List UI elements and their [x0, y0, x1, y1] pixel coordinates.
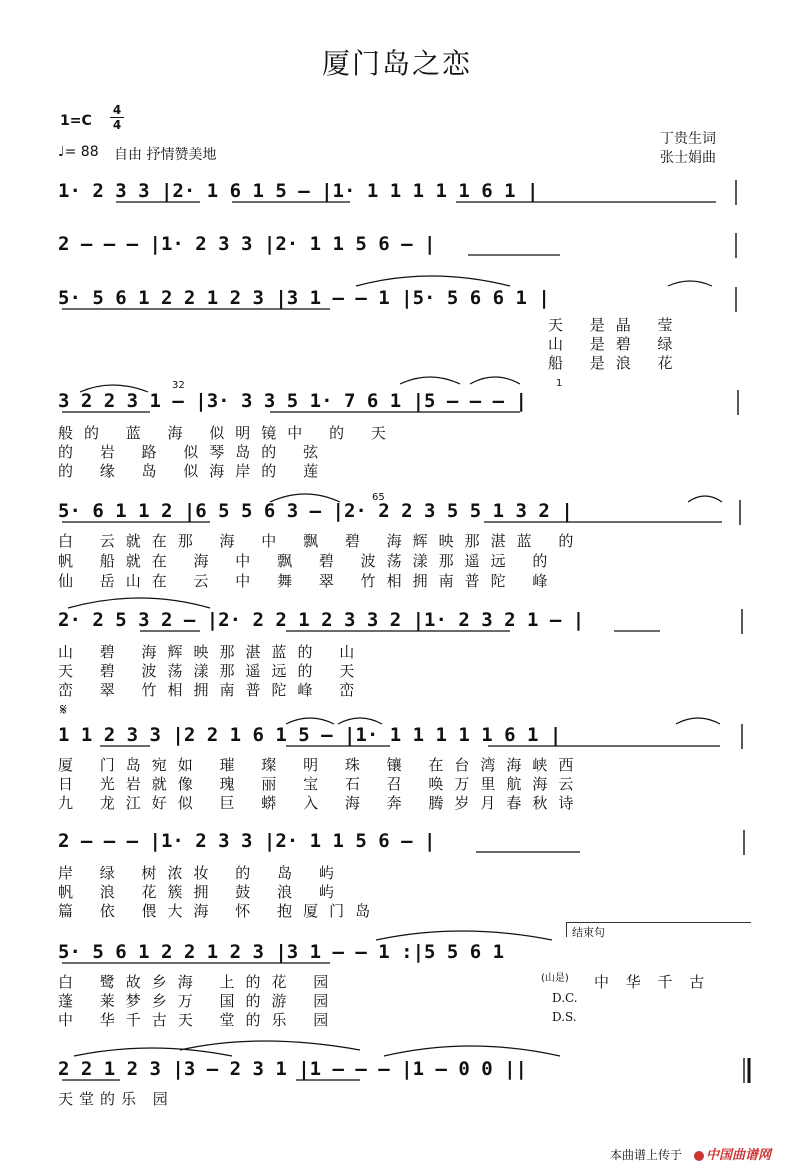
- ending-label: 结束句: [572, 926, 605, 939]
- grace-note: 65: [372, 492, 385, 503]
- notation-row-1: 1· 2 3 3 |2· 1 6 1 5 – |1· 1 1 1 1 1 6 1 |: [58, 180, 539, 202]
- notation-row-6: 2· 2 5 3 2 – |2· 2 2 1 2 3 3 2 |1· 2 3 2 1 – |: [58, 609, 585, 631]
- notation-row-10: 2 2 1 2 3 |3 – 2 3 1 |1 – – – |1 – 0 0 ||: [58, 1058, 527, 1080]
- lyric-line: 天 是晶 莹: [548, 316, 684, 334]
- lyric-line: 中 华千古天 堂的乐 园: [58, 1011, 340, 1029]
- notation-row-9: 5· 5 6 1 2 2 1 2 3 |3 1 – – 1 :|5 5 6 1: [58, 941, 505, 963]
- logo-icon: [694, 1151, 704, 1161]
- lyric-line: 篇 依 偎大海 怀 抱厦门岛: [58, 902, 382, 920]
- notation-row-4: 3 2 2 3 1 – |3· 3 3 5 1· 7 6 1 |5 – – – |: [58, 390, 527, 412]
- lyric-line: 九 龙江好似 巨 蟒 入 海 奔 腾岁月春秋诗: [58, 794, 585, 812]
- lyric-line: 的 岩 路 似琴岛的 弦: [58, 443, 330, 461]
- time-signature-bottom: 4: [112, 118, 122, 132]
- expression-text: 自由 抒情赞美地: [114, 147, 217, 163]
- lyric-line: 帆 浪 花簇拥 鼓 浪 屿: [58, 883, 345, 901]
- logo-text: 中国曲谱网: [706, 1148, 772, 1163]
- segno-icon: 𝄋: [60, 700, 67, 719]
- ds-mark: D.S.: [552, 1010, 577, 1024]
- lyric-line: 的 缘 岛 似海岸的 莲: [58, 462, 330, 480]
- quarter-note-icon: ♩: [58, 144, 65, 160]
- footer-text: 本曲谱上传于: [610, 1148, 683, 1162]
- notation-row-3: 5· 5 6 1 2 2 1 2 3 |3 1 – – 1 |5· 5 6 6 1 |: [58, 287, 550, 309]
- lyric-line: 般的 蓝 海 似明镜中 的 天: [58, 424, 397, 442]
- lyric-line: 厦 门岛宛如 璀 璨 明 珠 镶 在台湾海峡西: [58, 756, 585, 774]
- notation-row-7: 1 1 2 3 3 |2 2 1 6 1 5 – |1· 1 1 1 1 1 6 1 |: [58, 724, 562, 746]
- grace-note: 32: [172, 380, 185, 391]
- lyricist-credit: 丁贵生词: [660, 131, 716, 147]
- ending-lyric: 中 华 千 古: [594, 973, 711, 991]
- tempo-value: = 88: [64, 144, 99, 160]
- page-title: 厦门岛之恋: [322, 47, 473, 80]
- composer-credit: 张士娟曲: [660, 150, 716, 166]
- lyric-line: 白 鹭故乡海 上的花 园: [58, 973, 340, 991]
- lyric-line: 帆 船就在 海 中 飘 碧 波荡漾那遥远 的: [58, 552, 559, 570]
- ending-lyric-prefix: (山是): [541, 973, 569, 984]
- lyric-line: 岸 绿 树浓妆 的 岛 屿: [58, 864, 345, 882]
- lyric-line: 峦 翠 竹相拥南普陀峰 峦: [58, 681, 366, 699]
- lyric-line: 日 光岩就像 瑰 丽 宝 石 召 唤万里航海云: [58, 775, 585, 793]
- lyric-line: 天 碧 波荡漾那遥远的 天: [58, 662, 366, 680]
- lyric-line: 蓬 莱梦乡万 国的游 园: [58, 992, 340, 1010]
- dc-mark: D.C.: [552, 991, 578, 1005]
- lyric-line: 船 是浪 花: [548, 354, 684, 372]
- lyric-line: 天堂的乐 园: [58, 1090, 174, 1108]
- grace-note: 1: [556, 378, 563, 389]
- site-logo: [694, 1144, 771, 1163]
- lyric-line: 山 碧 海辉映那湛蓝的 山: [58, 643, 366, 661]
- lyric-line: 白 云就在那 海 中 飘 碧 海辉映那湛蓝 的: [58, 532, 585, 550]
- notation-row-5: 5· 6 1 1 2 |6 5 5 6 3 – |2· 2 2 3 5 5 1 3 2 |: [58, 500, 573, 522]
- time-signature-top: 4: [112, 103, 122, 117]
- key-signature: 1=C: [60, 113, 92, 129]
- lyric-line: 山 是碧 绿: [548, 335, 684, 353]
- notation-row-8: 2 – – – |1· 2 3 3 |2· 1 1 5 6 – |: [58, 830, 436, 852]
- notation-row-2: 2 – – – |1· 2 3 3 |2· 1 1 5 6 – |: [58, 233, 436, 255]
- lyric-line: 仙 岳山在 云 中 舞 翠 竹相拥南普陀 峰: [58, 572, 559, 590]
